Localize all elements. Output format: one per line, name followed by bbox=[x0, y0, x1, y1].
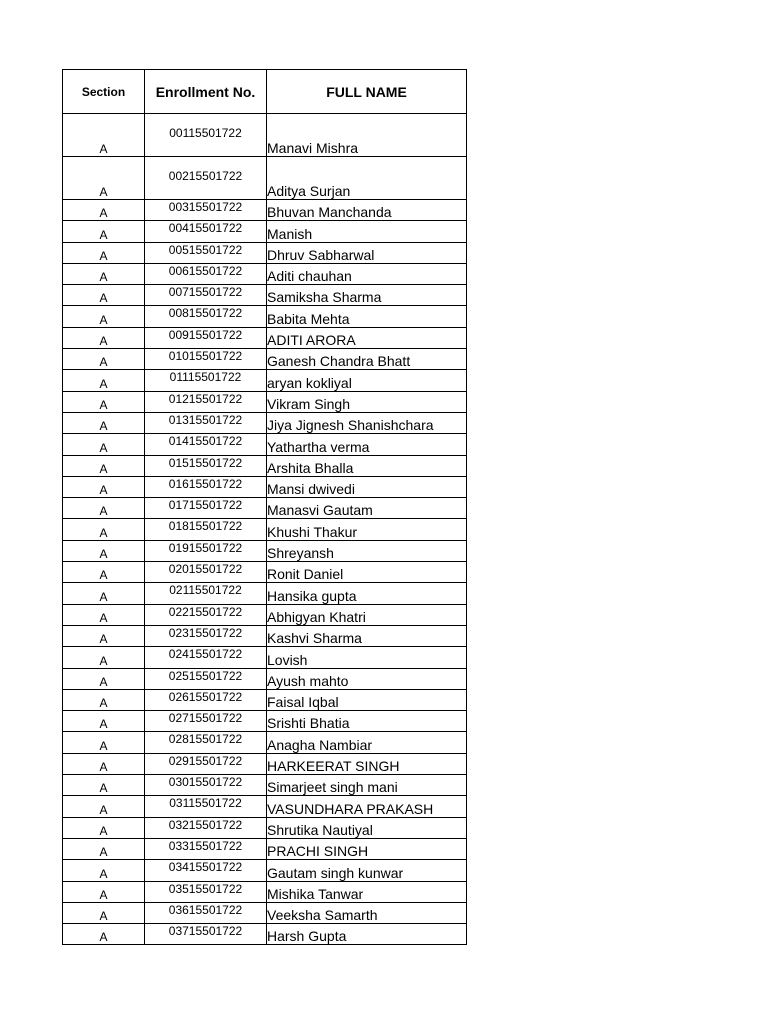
enrollment-cell: 03215501722 bbox=[145, 817, 267, 838]
table-row bbox=[63, 924, 467, 945]
table-row bbox=[63, 242, 467, 263]
full-name-cell: Arshita Bhalla bbox=[267, 455, 467, 476]
table-row bbox=[63, 753, 467, 774]
table-row bbox=[63, 711, 467, 732]
enrollment-cell: 02415501722 bbox=[145, 647, 267, 668]
section-cell: A bbox=[63, 200, 145, 221]
full-name-cell: Veeksha Samarth bbox=[267, 902, 467, 923]
section-cell: A bbox=[63, 711, 145, 732]
table-row bbox=[63, 200, 467, 221]
table-row bbox=[63, 647, 467, 668]
enrollment-cell: 02115501722 bbox=[145, 583, 267, 604]
table-row bbox=[63, 221, 467, 242]
table-row bbox=[63, 817, 467, 838]
full-name-cell: ADITI ARORA bbox=[267, 327, 467, 348]
enrollment-cell: 00315501722 bbox=[145, 200, 267, 221]
enrollment-cell: 01915501722 bbox=[145, 540, 267, 561]
full-name-cell: Manavi Mishra bbox=[267, 114, 467, 157]
table-row bbox=[63, 455, 467, 476]
full-name-cell: Mansi dwivedi bbox=[267, 476, 467, 497]
enrollment-cell: 01115501722 bbox=[145, 370, 267, 391]
full-name-cell: Dhruv Sabharwal bbox=[267, 242, 467, 263]
enrollment-cell: 00815501722 bbox=[145, 306, 267, 327]
section-cell: A bbox=[63, 796, 145, 817]
table-row bbox=[63, 327, 467, 348]
section-cell: A bbox=[63, 391, 145, 412]
full-name-cell: Shreyansh bbox=[267, 540, 467, 561]
section-cell: A bbox=[63, 157, 145, 200]
table-row bbox=[63, 157, 467, 200]
section-column-header: Section bbox=[63, 70, 145, 114]
section-cell: A bbox=[63, 838, 145, 859]
full-name-cell: Aditi chauhan bbox=[267, 263, 467, 284]
section-cell: A bbox=[63, 647, 145, 668]
full-name-cell: Mishika Tanwar bbox=[267, 881, 467, 902]
student-roster-table bbox=[62, 69, 467, 945]
roster-body bbox=[63, 114, 467, 945]
full-name-cell: Abhigyan Khatri bbox=[267, 604, 467, 625]
full-name-cell: Simarjeet singh mani bbox=[267, 775, 467, 796]
full-name-cell: Ronit Daniel bbox=[267, 562, 467, 583]
enrollment-cell: 03315501722 bbox=[145, 838, 267, 859]
section-cell: A bbox=[63, 306, 145, 327]
full-name-cell: Lovish bbox=[267, 647, 467, 668]
section-cell: A bbox=[63, 924, 145, 945]
section-cell: A bbox=[63, 775, 145, 796]
enrollment-cell: 00615501722 bbox=[145, 263, 267, 284]
table-row bbox=[63, 732, 467, 753]
enrollment-cell: 02315501722 bbox=[145, 625, 267, 646]
full-name-cell: Kashvi Sharma bbox=[267, 625, 467, 646]
enrollment-cell: 02515501722 bbox=[145, 668, 267, 689]
full-name-cell: Anagha Nambiar bbox=[267, 732, 467, 753]
full-name-cell: Aditya Surjan bbox=[267, 157, 467, 200]
enrollment-cell: 00115501722 bbox=[145, 114, 267, 157]
full-name-cell: Shrutika Nautiyal bbox=[267, 817, 467, 838]
enrollment-cell: 02815501722 bbox=[145, 732, 267, 753]
section-cell: A bbox=[63, 732, 145, 753]
full-name-cell: Samiksha Sharma bbox=[267, 285, 467, 306]
enrollment-cell: 03415501722 bbox=[145, 860, 267, 881]
full-name-cell: HARKEERAT SINGH bbox=[267, 753, 467, 774]
enrollment-cell: 00215501722 bbox=[145, 157, 267, 200]
section-cell: A bbox=[63, 689, 145, 710]
full-name-cell: Manasvi Gautam bbox=[267, 498, 467, 519]
section-cell: A bbox=[63, 476, 145, 497]
section-cell: A bbox=[63, 327, 145, 348]
enrollment-cell: 01215501722 bbox=[145, 391, 267, 412]
section-cell: A bbox=[63, 817, 145, 838]
table-header-row bbox=[63, 70, 467, 114]
section-cell: A bbox=[63, 434, 145, 455]
enrollment-cell: 03615501722 bbox=[145, 902, 267, 923]
section-cell: A bbox=[63, 860, 145, 881]
enrollment-column-header: Enrollment No. bbox=[145, 70, 267, 114]
full-name-cell: aryan kokliyal bbox=[267, 370, 467, 391]
table-row bbox=[63, 434, 467, 455]
full-name-cell: Bhuvan Manchanda bbox=[267, 200, 467, 221]
table-row bbox=[63, 604, 467, 625]
full-name-cell: Jiya Jignesh Shanishchara bbox=[267, 412, 467, 433]
section-cell: A bbox=[63, 625, 145, 646]
section-cell: A bbox=[63, 114, 145, 157]
full-name-cell: Vikram Singh bbox=[267, 391, 467, 412]
enrollment-cell: 03015501722 bbox=[145, 775, 267, 796]
enrollment-cell: 00915501722 bbox=[145, 327, 267, 348]
section-cell: A bbox=[63, 370, 145, 391]
enrollment-cell: 03115501722 bbox=[145, 796, 267, 817]
section-cell: A bbox=[63, 583, 145, 604]
section-cell: A bbox=[63, 881, 145, 902]
section-cell: A bbox=[63, 519, 145, 540]
enrollment-cell: 01715501722 bbox=[145, 498, 267, 519]
enrollment-cell: 02215501722 bbox=[145, 604, 267, 625]
table-row bbox=[63, 412, 467, 433]
enrollment-cell: 03515501722 bbox=[145, 881, 267, 902]
table-row bbox=[63, 370, 467, 391]
enrollment-cell: 01615501722 bbox=[145, 476, 267, 497]
full-name-column-header: FULL NAME bbox=[267, 70, 467, 114]
enrollment-cell: 01315501722 bbox=[145, 412, 267, 433]
full-name-cell: VASUNDHARA PRAKASH bbox=[267, 796, 467, 817]
section-cell: A bbox=[63, 221, 145, 242]
enrollment-cell: 01015501722 bbox=[145, 349, 267, 370]
full-name-cell: Yathartha verma bbox=[267, 434, 467, 455]
enrollment-cell: 02715501722 bbox=[145, 711, 267, 732]
table-row bbox=[63, 263, 467, 284]
table-row bbox=[63, 625, 467, 646]
full-name-cell: Ganesh Chandra Bhatt bbox=[267, 349, 467, 370]
table-row bbox=[63, 285, 467, 306]
section-cell: A bbox=[63, 562, 145, 583]
section-cell: A bbox=[63, 753, 145, 774]
full-name-cell: Ayush mahto bbox=[267, 668, 467, 689]
section-cell: A bbox=[63, 242, 145, 263]
enrollment-cell: 00515501722 bbox=[145, 242, 267, 263]
enrollment-cell: 00715501722 bbox=[145, 285, 267, 306]
section-cell: A bbox=[63, 455, 145, 476]
full-name-cell: Harsh Gupta bbox=[267, 924, 467, 945]
section-cell: A bbox=[63, 412, 145, 433]
enrollment-cell: 02615501722 bbox=[145, 689, 267, 710]
section-cell: A bbox=[63, 902, 145, 923]
table-row bbox=[63, 838, 467, 859]
full-name-cell: Srishti Bhatia bbox=[267, 711, 467, 732]
table-row bbox=[63, 114, 467, 157]
enrollment-cell: 03715501722 bbox=[145, 924, 267, 945]
table-row bbox=[63, 562, 467, 583]
enrollment-cell: 02015501722 bbox=[145, 562, 267, 583]
table-row bbox=[63, 583, 467, 604]
section-cell: A bbox=[63, 285, 145, 306]
enrollment-cell: 01815501722 bbox=[145, 519, 267, 540]
section-cell: A bbox=[63, 540, 145, 561]
table-row bbox=[63, 519, 467, 540]
full-name-cell: Manish bbox=[267, 221, 467, 242]
table-row bbox=[63, 349, 467, 370]
full-name-cell: Khushi Thakur bbox=[267, 519, 467, 540]
full-name-cell: Gautam singh kunwar bbox=[267, 860, 467, 881]
enrollment-cell: 01415501722 bbox=[145, 434, 267, 455]
table-row bbox=[63, 689, 467, 710]
full-name-cell: Hansika gupta bbox=[267, 583, 467, 604]
table-row bbox=[63, 796, 467, 817]
table-row bbox=[63, 540, 467, 561]
table-row bbox=[63, 476, 467, 497]
enrollment-cell: 02915501722 bbox=[145, 753, 267, 774]
enrollment-cell: 00415501722 bbox=[145, 221, 267, 242]
section-cell: A bbox=[63, 668, 145, 689]
full-name-cell: PRACHI SINGH bbox=[267, 838, 467, 859]
table-row bbox=[63, 881, 467, 902]
table-row bbox=[63, 306, 467, 327]
table-row bbox=[63, 902, 467, 923]
section-cell: A bbox=[63, 349, 145, 370]
table-row bbox=[63, 860, 467, 881]
table-row bbox=[63, 391, 467, 412]
full-name-cell: Babita Mehta bbox=[267, 306, 467, 327]
table-row bbox=[63, 668, 467, 689]
section-cell: A bbox=[63, 498, 145, 519]
section-cell: A bbox=[63, 263, 145, 284]
full-name-cell: Faisal Iqbal bbox=[267, 689, 467, 710]
table-row bbox=[63, 775, 467, 796]
enrollment-cell: 01515501722 bbox=[145, 455, 267, 476]
section-cell: A bbox=[63, 604, 145, 625]
table-row bbox=[63, 498, 467, 519]
